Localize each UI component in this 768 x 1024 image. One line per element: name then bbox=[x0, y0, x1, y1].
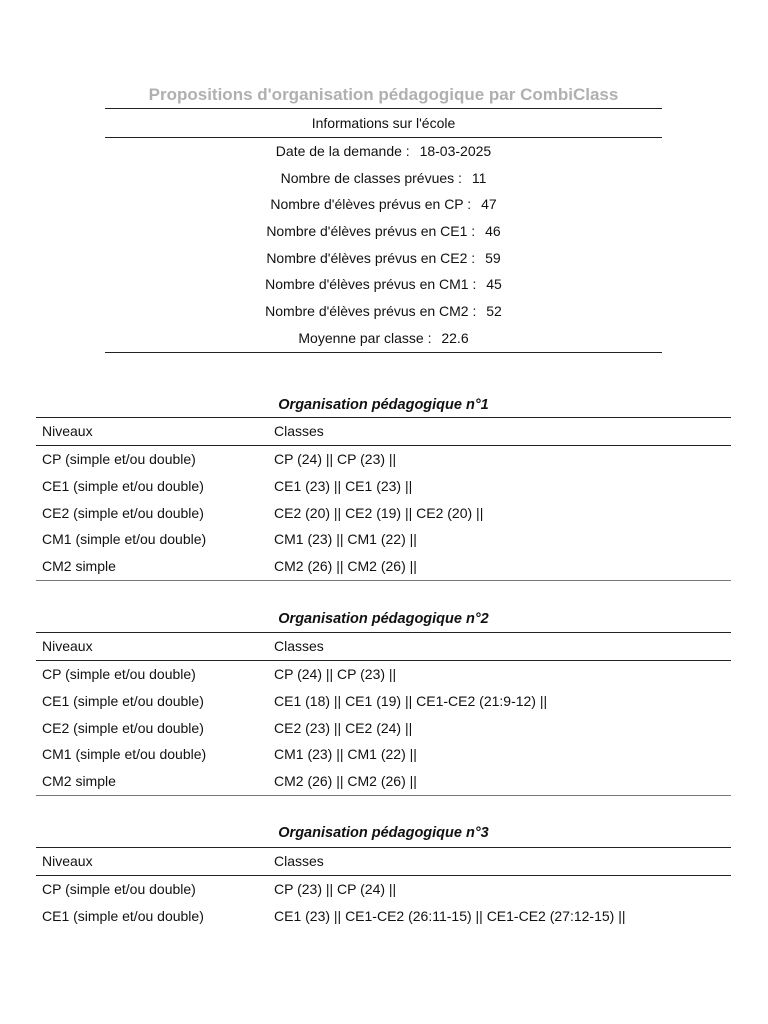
classes-cell: CP (23) || CP (24) || bbox=[274, 881, 397, 897]
info-value: 11 bbox=[471, 169, 487, 186]
niveau-cell: CM2 simple bbox=[42, 558, 116, 575]
table-row bbox=[36, 768, 731, 795]
org-3-table bbox=[36, 847, 731, 930]
table-row bbox=[36, 715, 731, 742]
info-row-average bbox=[105, 325, 662, 352]
table-header bbox=[36, 418, 731, 446]
info-label: Nombre d'élèves prévus en CM2 : bbox=[265, 303, 477, 320]
school-info-header: Informations sur l'école bbox=[105, 109, 662, 138]
header-niveaux: Niveaux bbox=[42, 853, 93, 869]
niveau-cell: CP (simple et/ou double) bbox=[42, 451, 196, 467]
header-niveaux: Niveaux bbox=[42, 423, 93, 439]
table-header bbox=[36, 848, 731, 876]
table-row bbox=[36, 553, 731, 580]
niveau-cell: CM1 (simple et/ou double) bbox=[42, 531, 207, 548]
info-label: Date de la demande : bbox=[275, 143, 410, 159]
classes-cell: CE1 (18) || CE1 (19) || CE1-CE2 (21:9-12) || bbox=[274, 692, 548, 709]
table-row bbox=[36, 661, 731, 688]
info-row-date bbox=[105, 138, 662, 165]
niveau-cell: CE2 (simple et/ou double) bbox=[42, 719, 204, 736]
info-label: Moyenne par classe : bbox=[298, 329, 432, 346]
info-value: 47 bbox=[481, 196, 497, 213]
niveau-cell: CM1 (simple et/ou double) bbox=[42, 746, 207, 763]
niveau-cell: CE1 (simple et/ou double) bbox=[42, 907, 204, 924]
info-value: 22.6 bbox=[441, 329, 469, 346]
info-value: 52 bbox=[486, 303, 502, 320]
info-label: Nombre d'élèves prévus en CM1 : bbox=[265, 276, 477, 293]
info-label: Nombre d'élèves prévus en CE1 : bbox=[266, 223, 476, 240]
classes-cell: CE2 (23) || CE2 (24) || bbox=[274, 719, 413, 736]
table-row bbox=[36, 473, 731, 500]
info-label: Nombre d'élèves prévus en CP : bbox=[270, 196, 472, 213]
info-value: 45 bbox=[486, 276, 502, 293]
classes-cell: CE1 (23) || CE1-CE2 (26:11-15) || CE1-CE2 (27:12-15) || bbox=[274, 907, 626, 924]
info-label: Nombre d'élèves prévus en CE2 : bbox=[266, 249, 476, 266]
table-row bbox=[36, 526, 731, 553]
org-2-table bbox=[36, 632, 731, 796]
classes-cell: CM2 (26) || CM2 (26) || bbox=[274, 558, 417, 575]
header-niveaux: Niveaux bbox=[42, 638, 93, 654]
info-row-classes bbox=[105, 165, 662, 192]
table-row bbox=[36, 741, 731, 768]
info-row-ce2 bbox=[105, 245, 662, 272]
info-label: Nombre de classes prévues : bbox=[280, 169, 462, 186]
info-row-cm1 bbox=[105, 271, 662, 298]
page-title: Propositions d'organisation pédagogique par CombiClass bbox=[148, 85, 619, 104]
header-classes: Classes bbox=[274, 423, 324, 439]
classes-cell: CE1 (23) || CE1 (23) || bbox=[274, 477, 413, 494]
classes-cell: CP (24) || CP (23) || bbox=[274, 451, 397, 467]
school-info-table bbox=[105, 108, 662, 353]
table-row bbox=[36, 446, 731, 473]
table-row bbox=[36, 903, 731, 930]
classes-cell: CM1 (23) || CM1 (22) || bbox=[274, 531, 417, 548]
classes-cell: CP (24) || CP (23) || bbox=[274, 666, 397, 682]
info-value: 59 bbox=[485, 249, 501, 266]
table-row bbox=[36, 876, 731, 903]
classes-cell: CM2 (26) || CM2 (26) || bbox=[274, 773, 417, 790]
org-3-title: Organisation pédagogique n°3 bbox=[278, 825, 489, 841]
table-header bbox=[36, 633, 731, 661]
info-value: 18-03-2025 bbox=[419, 143, 492, 159]
org-1-title: Organisation pédagogique n°1 bbox=[278, 397, 489, 413]
org-2-title: Organisation pédagogique n°2 bbox=[278, 611, 489, 627]
info-value: 46 bbox=[485, 223, 501, 240]
info-row-ce1 bbox=[105, 218, 662, 245]
niveau-cell: CP (simple et/ou double) bbox=[42, 881, 196, 897]
niveau-cell: CP (simple et/ou double) bbox=[42, 666, 196, 682]
header-classes: Classes bbox=[274, 638, 324, 654]
classes-cell: CE2 (20) || CE2 (19) || CE2 (20) || bbox=[274, 504, 484, 521]
classes-cell: CM1 (23) || CM1 (22) || bbox=[274, 746, 417, 763]
info-row-cm2 bbox=[105, 298, 662, 325]
table-row bbox=[36, 500, 731, 527]
info-row-cp bbox=[105, 191, 662, 218]
niveau-cell: CE1 (simple et/ou double) bbox=[42, 692, 204, 709]
header-classes: Classes bbox=[274, 853, 324, 869]
table-row bbox=[36, 688, 731, 715]
niveau-cell: CE1 (simple et/ou double) bbox=[42, 477, 204, 494]
niveau-cell: CM2 simple bbox=[42, 773, 116, 790]
org-1-table bbox=[36, 417, 731, 581]
niveau-cell: CE2 (simple et/ou double) bbox=[42, 504, 204, 521]
